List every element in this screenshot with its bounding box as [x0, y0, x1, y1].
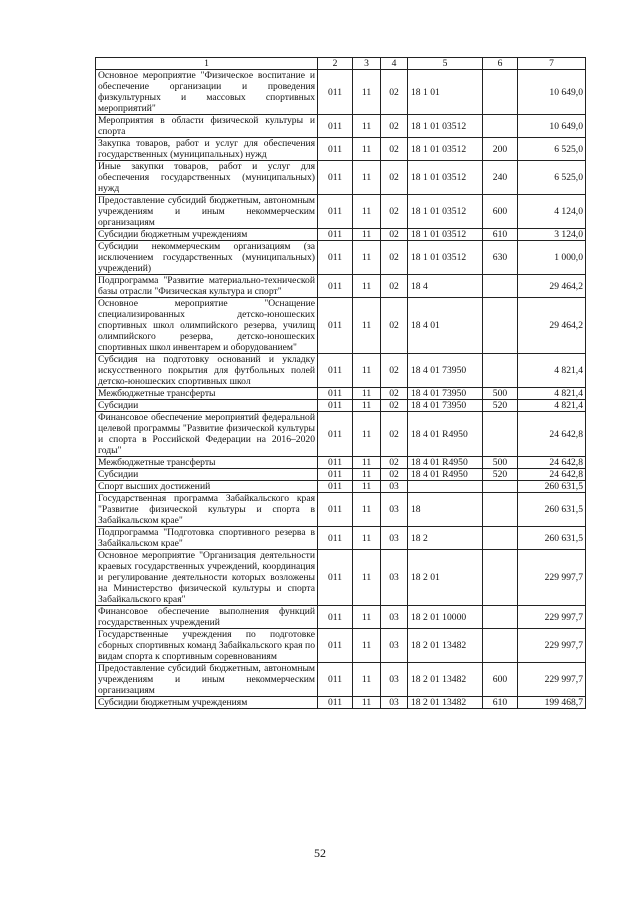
item-name-cell: Межбюджетные трансферты [96, 388, 318, 400]
item-name-cell: Финансовое обеспечение выполнения функций государственных учреждений [96, 606, 318, 629]
ministry-code-cell: 011 [318, 354, 353, 388]
expense-type-code-cell: 600 [483, 195, 518, 229]
table-row [96, 161, 586, 195]
amount-cell: 229 997,7 [518, 663, 586, 697]
target-article-code-cell: 18 1 01 03512 [408, 115, 483, 138]
table-row [96, 663, 586, 697]
expense-type-code-cell: 610 [483, 229, 518, 241]
expense-type-code-cell: 240 [483, 161, 518, 195]
section-code-cell: 11 [353, 298, 381, 354]
item-name-cell: Иные закупки товаров, работ и услуг для обеспечения государственных (муниципальных) нужд [96, 161, 318, 195]
ministry-code-cell: 011 [318, 241, 353, 275]
expense-type-code-cell [483, 412, 518, 457]
subsection-code-cell: 02 [381, 138, 408, 161]
item-name-cell: Подпрограмма "Подготовка спортивного резерва в Забайкальском крае" [96, 527, 318, 550]
table-row [96, 697, 586, 709]
section-code-cell: 11 [353, 697, 381, 709]
section-code-cell: 11 [353, 388, 381, 400]
subsection-code-cell: 03 [381, 550, 408, 606]
target-article-code-cell: 18 4 [408, 275, 483, 298]
item-name-cell: Субсидии бюджетным учреждениям [96, 697, 318, 709]
expense-type-code-cell [483, 550, 518, 606]
amount-cell: 24 642,8 [518, 469, 586, 481]
amount-cell: 10 649,0 [518, 115, 586, 138]
header-col-7: 7 [518, 58, 586, 70]
ministry-code-cell: 011 [318, 161, 353, 195]
table-row [96, 241, 586, 275]
amount-cell: 260 631,5 [518, 493, 586, 527]
expense-type-code-cell [483, 493, 518, 527]
subsection-code-cell: 02 [381, 195, 408, 229]
section-code-cell: 11 [353, 457, 381, 469]
item-name-cell: Мероприятия в области физической культуры и спорта [96, 115, 318, 138]
subsection-code-cell: 03 [381, 527, 408, 550]
item-name-cell: Субсидии [96, 469, 318, 481]
header-col-5: 5 [408, 58, 483, 70]
table-row [96, 229, 586, 241]
table-row [96, 550, 586, 606]
header-col-4: 4 [381, 58, 408, 70]
item-name-cell: Основное мероприятие "Оснащение специализированных детско-юношеских спортивных школ олимпийского резерва, училищ олимпийского резерва, детско-юношеских спортивных школ инвентарем и оборудованием" [96, 298, 318, 354]
target-article-code-cell: 18 4 01 73950 [408, 354, 483, 388]
subsection-code-cell: 02 [381, 241, 408, 275]
target-article-code-cell: 18 2 01 13482 [408, 663, 483, 697]
section-code-cell: 11 [353, 412, 381, 457]
header-col-2: 2 [318, 58, 353, 70]
target-article-code-cell: 18 1 01 03512 [408, 161, 483, 195]
ministry-code-cell: 011 [318, 457, 353, 469]
expense-type-code-cell: 610 [483, 697, 518, 709]
ministry-code-cell: 011 [318, 412, 353, 457]
subsection-code-cell: 02 [381, 115, 408, 138]
ministry-code-cell: 011 [318, 388, 353, 400]
target-article-code-cell: 18 1 01 03512 [408, 241, 483, 275]
amount-cell: 260 631,5 [518, 481, 586, 493]
table-row [96, 298, 586, 354]
ministry-code-cell: 011 [318, 663, 353, 697]
expense-type-code-cell: 500 [483, 388, 518, 400]
target-article-code-cell [408, 481, 483, 493]
table-row [96, 527, 586, 550]
table-row [96, 481, 586, 493]
header-col-1: 1 [96, 58, 318, 70]
item-name-cell: Спорт высших достижений [96, 481, 318, 493]
section-code-cell: 11 [353, 195, 381, 229]
section-code-cell: 11 [353, 275, 381, 298]
section-code-cell: 11 [353, 70, 381, 115]
amount-cell: 199 468,7 [518, 697, 586, 709]
subsection-code-cell: 03 [381, 697, 408, 709]
header-row [96, 58, 586, 70]
item-name-cell: Подпрограмма "Развитие материально-технической базы отрасли "Физическая культура и спорт" [96, 275, 318, 298]
ministry-code-cell: 011 [318, 606, 353, 629]
section-code-cell: 11 [353, 161, 381, 195]
amount-cell: 4 821,4 [518, 400, 586, 412]
amount-cell: 4 821,4 [518, 354, 586, 388]
section-code-cell: 11 [353, 606, 381, 629]
ministry-code-cell: 011 [318, 481, 353, 493]
subsection-code-cell: 02 [381, 354, 408, 388]
section-code-cell: 11 [353, 115, 381, 138]
ministry-code-cell: 011 [318, 298, 353, 354]
target-article-code-cell: 18 2 01 13482 [408, 697, 483, 709]
expense-type-code-cell: 500 [483, 457, 518, 469]
table-row [96, 138, 586, 161]
expense-type-code-cell [483, 527, 518, 550]
subsection-code-cell: 02 [381, 457, 408, 469]
amount-cell: 29 464,2 [518, 275, 586, 298]
header-col-6: 6 [483, 58, 518, 70]
subsection-code-cell: 02 [381, 298, 408, 354]
section-code-cell: 11 [353, 229, 381, 241]
section-code-cell: 11 [353, 527, 381, 550]
ministry-code-cell: 011 [318, 115, 353, 138]
expense-type-code-cell: 520 [483, 469, 518, 481]
expense-type-code-cell [483, 354, 518, 388]
amount-cell: 24 642,8 [518, 457, 586, 469]
subsection-code-cell: 03 [381, 629, 408, 663]
item-name-cell: Субсидии [96, 400, 318, 412]
section-code-cell: 11 [353, 481, 381, 493]
subsection-code-cell: 02 [381, 70, 408, 115]
item-name-cell: Финансовое обеспечение мероприятий федеральной целевой программы "Развитие физической культуры и спорта в Российской Федерации на 2016–2020 годы" [96, 412, 318, 457]
expense-type-code-cell: 200 [483, 138, 518, 161]
amount-cell: 229 997,7 [518, 550, 586, 606]
table-row [96, 457, 586, 469]
item-name-cell: Субсидия на подготовку оснований и укладку искусственного покрытия для футбольных полей детско-юношеских спортивных школ [96, 354, 318, 388]
amount-cell: 1 000,0 [518, 241, 586, 275]
section-code-cell: 11 [353, 138, 381, 161]
target-article-code-cell: 18 4 01 73950 [408, 400, 483, 412]
amount-cell: 6 525,0 [518, 161, 586, 195]
target-article-code-cell: 18 4 01 73950 [408, 388, 483, 400]
item-name-cell: Субсидии некоммерческим организациям (за исключением государственных (муниципальных) учреждений) [96, 241, 318, 275]
subsection-code-cell: 02 [381, 275, 408, 298]
table-row [96, 195, 586, 229]
ministry-code-cell: 011 [318, 70, 353, 115]
item-name-cell: Межбюджетные трансферты [96, 457, 318, 469]
amount-cell: 3 124,0 [518, 229, 586, 241]
table-row [96, 629, 586, 663]
amount-cell: 229 997,7 [518, 629, 586, 663]
subsection-code-cell: 02 [381, 161, 408, 195]
ministry-code-cell: 011 [318, 195, 353, 229]
target-article-code-cell: 18 4 01 R4950 [408, 412, 483, 457]
table-row [96, 400, 586, 412]
target-article-code-cell: 18 2 01 13482 [408, 629, 483, 663]
subsection-code-cell: 03 [381, 663, 408, 697]
item-name-cell: Основное мероприятие "Организация деятельности краевых государственных учреждений, координация и регулирование деятельности которых возложены на Министерство физической культуры и спорта Забайкальского края" [96, 550, 318, 606]
amount-cell: 29 464,2 [518, 298, 586, 354]
item-name-cell: Предоставление субсидий бюджетным, автономным учреждениям и иным некоммерческим организациям [96, 195, 318, 229]
header-col-3: 3 [353, 58, 381, 70]
table-row [96, 388, 586, 400]
expense-type-code-cell [483, 115, 518, 138]
expense-type-code-cell: 520 [483, 400, 518, 412]
target-article-code-cell: 18 2 [408, 527, 483, 550]
subsection-code-cell: 02 [381, 229, 408, 241]
section-code-cell: 11 [353, 469, 381, 481]
expense-type-code-cell [483, 275, 518, 298]
subsection-code-cell: 02 [381, 388, 408, 400]
ministry-code-cell: 011 [318, 469, 353, 481]
amount-cell: 4 124,0 [518, 195, 586, 229]
expense-type-code-cell [483, 481, 518, 493]
amount-cell: 24 642,8 [518, 412, 586, 457]
section-code-cell: 11 [353, 354, 381, 388]
target-article-code-cell: 18 1 01 03512 [408, 138, 483, 161]
amount-cell: 10 649,0 [518, 70, 586, 115]
ministry-code-cell: 011 [318, 400, 353, 412]
subsection-code-cell: 03 [381, 493, 408, 527]
section-code-cell: 11 [353, 493, 381, 527]
subsection-code-cell: 02 [381, 412, 408, 457]
budget-table [95, 57, 586, 709]
item-name-cell: Государственная программа Забайкальского края "Развитие физической культуры и спорта в Забайкальском крае" [96, 493, 318, 527]
amount-cell: 260 631,5 [518, 527, 586, 550]
ministry-code-cell: 011 [318, 697, 353, 709]
expense-type-code-cell [483, 606, 518, 629]
item-name-cell: Государственные учреждения по подготовке сборных спортивных команд Забайкальского края по видам спорта к спортивным соревнованиям [96, 629, 318, 663]
subsection-code-cell: 02 [381, 469, 408, 481]
table-row [96, 412, 586, 457]
item-name-cell: Субсидии бюджетным учреждениям [96, 229, 318, 241]
target-article-code-cell: 18 [408, 493, 483, 527]
subsection-code-cell: 03 [381, 606, 408, 629]
table-row [96, 275, 586, 298]
table-row [96, 115, 586, 138]
table-row [96, 493, 586, 527]
section-code-cell: 11 [353, 400, 381, 412]
subsection-code-cell: 03 [381, 481, 408, 493]
ministry-code-cell: 011 [318, 138, 353, 161]
table-row [96, 70, 586, 115]
table-row [96, 354, 586, 388]
expense-type-code-cell: 600 [483, 663, 518, 697]
target-article-code-cell: 18 4 01 R4950 [408, 457, 483, 469]
ministry-code-cell: 011 [318, 275, 353, 298]
target-article-code-cell: 18 2 01 10000 [408, 606, 483, 629]
target-article-code-cell: 18 4 01 R4950 [408, 469, 483, 481]
ministry-code-cell: 011 [318, 493, 353, 527]
section-code-cell: 11 [353, 241, 381, 275]
subsection-code-cell: 02 [381, 400, 408, 412]
table-body [96, 70, 586, 709]
page-number: 52 [314, 846, 326, 860]
item-name-cell: Предоставление субсидий бюджетным, автономным учреждениям и иным некоммерческим организациям [96, 663, 318, 697]
amount-cell: 4 821,4 [518, 388, 586, 400]
target-article-code-cell: 18 1 01 [408, 70, 483, 115]
ministry-code-cell: 011 [318, 629, 353, 663]
item-name-cell: Основное мероприятие "Физическое воспитание и обеспечение организации и проведения физкультурных и массовых спортивных мероприятий" [96, 70, 318, 115]
target-article-code-cell: 18 1 01 03512 [408, 229, 483, 241]
table-row [96, 469, 586, 481]
amount-cell: 6 525,0 [518, 138, 586, 161]
target-article-code-cell: 18 4 01 [408, 298, 483, 354]
section-code-cell: 11 [353, 550, 381, 606]
ministry-code-cell: 011 [318, 527, 353, 550]
section-code-cell: 11 [353, 663, 381, 697]
ministry-code-cell: 011 [318, 229, 353, 241]
expense-type-code-cell [483, 629, 518, 663]
expense-type-code-cell [483, 298, 518, 354]
expense-type-code-cell: 630 [483, 241, 518, 275]
amount-cell: 229 997,7 [518, 606, 586, 629]
expense-type-code-cell [483, 70, 518, 115]
item-name-cell: Закупка товаров, работ и услуг для обеспечения государственных (муниципальных) нужд [96, 138, 318, 161]
target-article-code-cell: 18 1 01 03512 [408, 195, 483, 229]
table-row [96, 606, 586, 629]
ministry-code-cell: 011 [318, 550, 353, 606]
target-article-code-cell: 18 2 01 [408, 550, 483, 606]
section-code-cell: 11 [353, 629, 381, 663]
